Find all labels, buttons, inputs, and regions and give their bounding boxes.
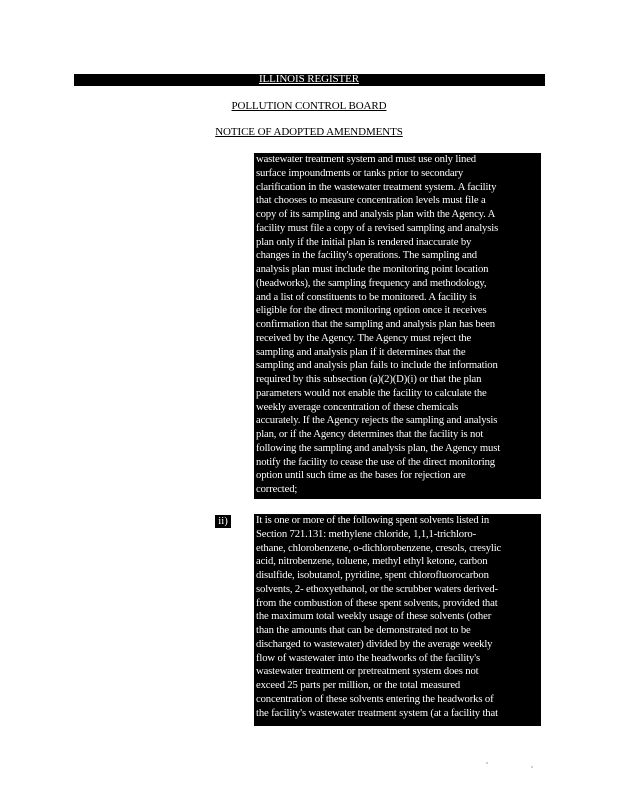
text-line: the maximum total weekly usage of these solvents (other	[256, 610, 492, 623]
text-line: (headworks), the sampling frequency and methodology,	[256, 276, 487, 289]
text-line: analysis plan must include the monitoring point location	[256, 263, 489, 275]
text-line: solvents, 2- ethoxyethanol, or the scrubber waters derived-	[256, 582, 498, 595]
text-line: weekly average concentration of these chemicals	[256, 400, 459, 413]
text-line: exceed 25 parts per million, or the total measured	[256, 679, 461, 691]
register-title: ILLINOIS REGISTER	[258, 73, 360, 85]
notice-title: NOTICE OF ADOPTED AMENDMENTS	[215, 126, 403, 138]
text-line: clarification in the wastewater treatment system. A facility	[256, 180, 497, 193]
scan-speck	[531, 766, 533, 768]
text-line: acid, nitrobenzene, toluene, methyl ethyl ketone, carbon	[256, 555, 488, 568]
text-line: sampling and analysis plan fails to include the information	[256, 359, 498, 372]
text-line: notify the facility to cease the use of the direct monitoring	[256, 455, 495, 468]
text-line: concentration of these solvents entering the headworks of	[256, 692, 494, 705]
text-line: than the amounts that can be demonstrated not to be	[256, 624, 471, 636]
text-line: confirmation that the sampling and analysis plan has been	[256, 318, 495, 330]
text-line: plan, or if the Agency determines that the facility is not	[256, 428, 484, 440]
text-line: changes in the facility's operations. The sampling and	[256, 249, 477, 262]
text-line: disulfide, isobutanol, pyridine, spent chlorofluorocarbon	[256, 569, 489, 581]
text-line: and a list of constituents to be monitored. A facility is	[256, 290, 477, 303]
text-line: from the combustion of these spent solvents, provided that	[256, 596, 498, 609]
text-line: sampling and analysis plan if it determines that the	[256, 345, 466, 358]
item-label-ii: ii)	[215, 515, 231, 528]
text-line: received by the Agency. The Agency must reject the	[256, 331, 472, 344]
text-line: discharged to wastewater) divided by the average weekly	[256, 637, 493, 650]
scan-speck	[486, 762, 488, 764]
text-line: flow of wastewater into the headworks of the facility's	[256, 651, 480, 664]
text-line: ethane, chlorobenzene, o-dichlorobenzene, cresols, cresylic	[256, 541, 502, 554]
paragraph-item-ii	[254, 514, 541, 726]
text-line: It is one or more of the following spent solvents listed in	[256, 514, 490, 526]
text-line: following the sampling and analysis plan, the Agency must	[256, 441, 501, 454]
text-line: option until such time as the bases for rejection are	[256, 469, 466, 482]
text-line: that chooses to measure concentration levels must file a	[256, 194, 486, 207]
text-line: parameters would not enable the facility to calculate the	[256, 386, 487, 399]
text-line: plan only if the initial plan is rendered inaccurate by	[256, 235, 472, 248]
board-title: POLLUTION CONTROL BOARD	[231, 100, 387, 112]
text-line: accurately. If the Agency rejects the sampling and analysis	[256, 414, 498, 427]
text-line: eligible for the direct monitoring option once it receives	[256, 304, 487, 317]
text-line: surface impoundments or tanks prior to secondary	[256, 166, 464, 179]
text-line: wastewater treatment system and must use only lined	[256, 153, 476, 165]
paragraph-continuation	[254, 153, 541, 499]
text-line: Section 721.131: methylene chloride, 1,1,1-trichloro-	[256, 527, 476, 540]
text-line: corrected;	[256, 483, 298, 495]
text-line: wastewater treatment or pretreatment system does not	[256, 665, 479, 678]
text-line: required by this subsection (a)(2)(D)(i) or that the plan	[256, 373, 482, 385]
text-line: facility must file a copy of a revised sampling and analysis	[256, 221, 499, 234]
text-line: copy of its sampling and analysis plan with the Agency. A	[256, 208, 496, 220]
text-line: the facility's wastewater treatment system (at a facility that	[256, 706, 498, 719]
